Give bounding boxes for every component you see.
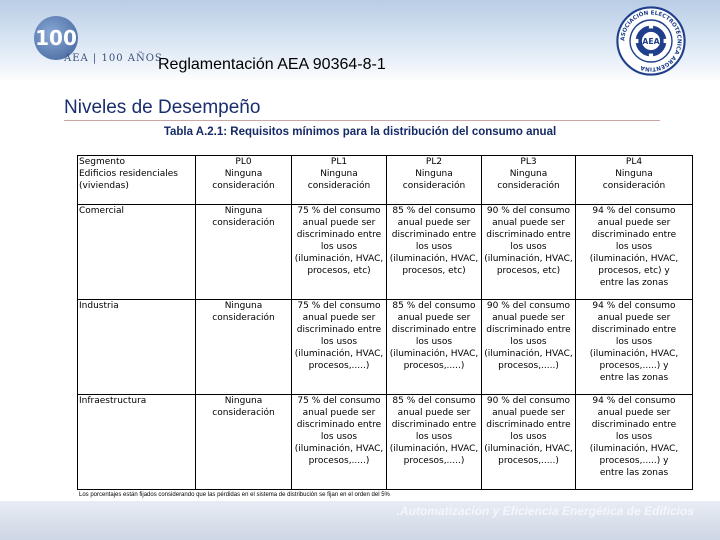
pl0-header-cell bbox=[196, 156, 292, 205]
pl3-cell: 90 % del consumo anual puede ser discriminado entre los usos (iluminación, HVAC, procesos, etc) bbox=[482, 205, 576, 300]
requirements-table bbox=[77, 155, 693, 490]
pl2-header-text: Ninguna consideración bbox=[402, 169, 466, 191]
segment-header-cell bbox=[78, 156, 196, 205]
table-caption: Tabla A.2.1: Requisitos mínimos para la distribución del consumo anual bbox=[163, 126, 557, 138]
pl0-label: PL0 bbox=[235, 157, 252, 167]
aea-seal-logo bbox=[616, 6, 686, 76]
pl1-cell: 75 % del consumo anual puede ser discriminado entre los usos (iluminación, HVAC, procesos,.....) bbox=[292, 395, 387, 490]
section-divider bbox=[64, 120, 660, 121]
table-row-infraestructura bbox=[78, 395, 693, 490]
pl4-cell: 94 % del consumo anual puede ser discriminado entre los usos (iluminación, HVAC, procesos, etc) y entre las zonas bbox=[576, 205, 693, 300]
svg-text:AEA: AEA bbox=[642, 36, 660, 46]
pl1-cell: 75 % del consumo anual puede ser discriminado entre los usos (iluminación, HVAC, procesos, etc) bbox=[292, 205, 387, 300]
table-header-row bbox=[78, 156, 693, 205]
logo-number: 100 bbox=[35, 26, 77, 50]
pl4-header-text: Ninguna consideración bbox=[602, 169, 666, 191]
pl1-header-cell bbox=[292, 156, 387, 205]
pl0-cell: Ninguna consideración bbox=[196, 300, 292, 395]
pl3-cell: 90 % del consumo anual puede ser discriminado entre los usos (iluminación, HVAC, procesos,.....) bbox=[482, 300, 576, 395]
svg-text:ASOCIACIÓN ELECTROTÉCNICA ARGE: ASOCIACIÓN ELECTROTÉCNICA ARGENTINA bbox=[620, 10, 682, 72]
footer-title: .Automatización y Eficiencia Energética de Edificios bbox=[396, 504, 694, 518]
section-title: Niveles de Desempeño bbox=[64, 97, 261, 118]
segment-cell: Infraestructura bbox=[78, 395, 196, 490]
pl0-cell: Ninguna consideración bbox=[196, 395, 292, 490]
pl4-header-cell bbox=[576, 156, 693, 205]
pl4-label: PL4 bbox=[625, 157, 643, 167]
pl3-cell: 90 % del consumo anual puede ser discriminado entre los usos (iluminación, HVAC, procesos,.....) bbox=[482, 395, 576, 490]
pl1-cell: 75 % del consumo anual puede ser discriminado entre los usos (iluminación, HVAC, procesos,.....) bbox=[292, 300, 387, 395]
pl3-label: PL3 bbox=[520, 157, 537, 167]
segment-header-text: Segmento Edificios residenciales (viviendas) bbox=[79, 157, 178, 191]
pl0-header-text: Ninguna consideración bbox=[212, 169, 275, 191]
page-title: Reglamentación AEA 90364-8-1 bbox=[158, 56, 386, 73]
segment-cell: Comercial bbox=[78, 205, 196, 300]
table-row-comercial bbox=[78, 205, 693, 300]
table-row-industria bbox=[78, 300, 693, 395]
pl2-cell: 85 % del consumo anual puede ser discriminado entre los usos (iluminación, HVAC, procesos, etc) bbox=[387, 205, 482, 300]
pl4-cell: 94 % del consumo anual puede ser discriminado entre los usos (iluminación, HVAC, procesos,.....) y entre las zonas bbox=[576, 300, 693, 395]
pl2-header-cell bbox=[387, 156, 482, 205]
pl0-cell: Ninguna consideración bbox=[196, 205, 292, 300]
pl2-cell: 85 % del consumo anual puede ser discriminado entre los usos (iluminación, HVAC, procesos,.....) bbox=[387, 395, 482, 490]
pl1-header-text: Ninguna consideración bbox=[307, 169, 371, 191]
pl2-cell: 85 % del consumo anual puede ser discriminado entre los usos (iluminación, HVAC, procesos,.....) bbox=[387, 300, 482, 395]
pl1-label: PL1 bbox=[330, 157, 348, 167]
pl3-header-cell bbox=[482, 156, 576, 205]
pl4-cell: 94 % del consumo anual puede ser discriminado entre los usos (iluminación, HVAC, procesos,.....) y entre las zonas bbox=[576, 395, 693, 490]
pl2-label: PL2 bbox=[425, 157, 443, 167]
segment-cell: Industria bbox=[78, 300, 196, 395]
table-footnote: Los porcentajes están fijados considerando que las pérdidas en el sistema de distribución se fijan en el orden del 5% bbox=[79, 492, 390, 498]
pl3-header-text: Ninguna consideración bbox=[497, 169, 560, 191]
logo-caption: AEA | 100 AÑOS bbox=[64, 53, 163, 64]
